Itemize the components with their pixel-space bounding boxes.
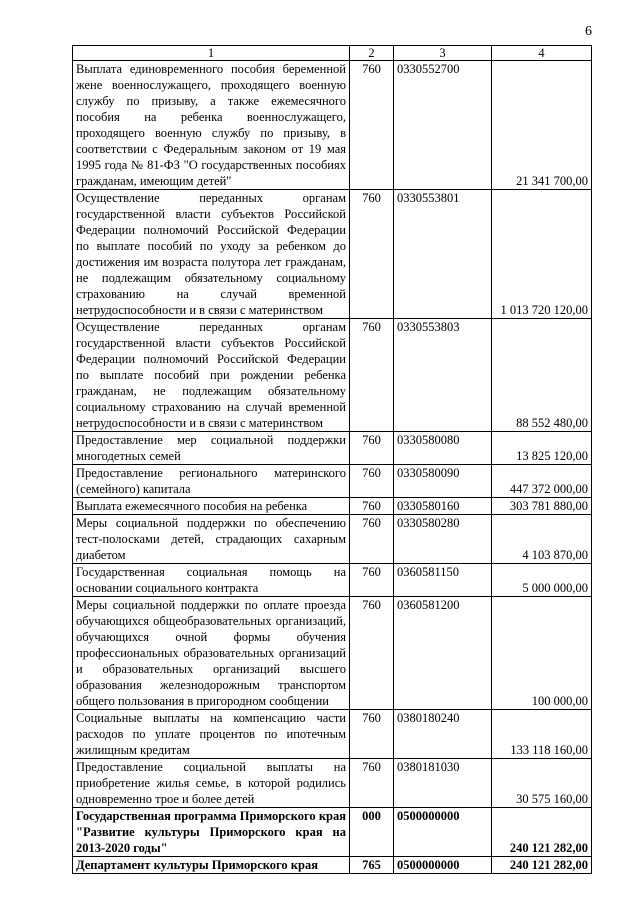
table-row xyxy=(73,515,592,564)
row-amount-cell: 88 552 480,00 xyxy=(492,319,592,432)
row-code-cell: 0380181030 xyxy=(394,759,492,808)
row-amount-cell: 1 013 720 120,00 xyxy=(492,190,592,319)
row-code-cell: 0330553801 xyxy=(394,190,492,319)
row-ved-cell: 760 xyxy=(350,759,394,808)
row-amount-cell: 303 781 880,00 xyxy=(492,498,592,515)
row-ved-cell: 765 xyxy=(350,857,394,874)
row-amount-cell: 100 000,00 xyxy=(492,597,592,710)
row-code-cell: 0500000000 xyxy=(394,808,492,857)
row-name-cell: Меры социальной поддержки по оплате проезда обучающихся общеобразовательных организаций, обучающихся очной формы обучения профессиональных образовательных организаций и образовательных организаций высшего образования железнодорожным транспортом общего пользования в пригородном сообщении xyxy=(73,597,350,710)
row-name-cell: Предоставление социальной выплаты на приобретение жилья семье, в которой родились одновременно трое и более детей xyxy=(73,759,350,808)
column-header: 2 xyxy=(350,46,394,61)
table-row xyxy=(73,759,592,808)
table-row xyxy=(73,597,592,710)
row-name-cell: Социальные выплаты на компенсацию части расходов по уплате процентов по ипотечным жилищным кредитам xyxy=(73,710,350,759)
row-name-cell: Выплата единовременного пособия беременной жене военнослужащего, проходящего военную службу по призыву, а также ежемесячного пособия на ребенка военнослужащего, проходящего военную службу по призыву, в соответствии с Федеральным законом от 19 мая 1995 года № 81-ФЗ "О государственных пособиях гражданам, имеющим детей" xyxy=(73,61,350,190)
row-code-cell: 0330580080 xyxy=(394,432,492,465)
row-ved-cell: 760 xyxy=(350,564,394,597)
row-amount-cell: 21 341 700,00 xyxy=(492,61,592,190)
row-ved-cell: 760 xyxy=(350,465,394,498)
row-code-cell: 0330552700 xyxy=(394,61,492,190)
row-code-cell: 0360581150 xyxy=(394,564,492,597)
row-code-cell: 0500000000 xyxy=(394,857,492,874)
row-amount-cell: 133 118 160,00 xyxy=(492,710,592,759)
row-amount-cell: 447 372 000,00 xyxy=(492,465,592,498)
row-ved-cell: 760 xyxy=(350,432,394,465)
column-header: 4 xyxy=(492,46,592,61)
table-row xyxy=(73,465,592,498)
row-code-cell: 0330580280 xyxy=(394,515,492,564)
row-amount-cell: 30 575 160,00 xyxy=(492,759,592,808)
table-row xyxy=(73,710,592,759)
row-name-cell: Государственная социальная помощь на основании социального контракта xyxy=(73,564,350,597)
row-code-cell: 0380180240 xyxy=(394,710,492,759)
budget-table xyxy=(72,45,592,874)
row-amount-cell: 240 121 282,00 xyxy=(492,857,592,874)
table-row xyxy=(73,808,592,857)
row-name-cell: Осуществление переданных органам государственной власти субъектов Российской Федерации полномочий Российской Федерации по выплате пособий по уходу за ребенком до достижения им возраста полутора лет гражданам, не подлежащим обязательному социальному страхованию на случай временной нетрудоспособности и в связи с материнством xyxy=(73,190,350,319)
table-row xyxy=(73,857,592,874)
row-name-cell: Предоставление регионального материнского (семейного) капитала xyxy=(73,465,350,498)
row-name-cell: Государственная программа Приморского края "Развитие культуры Приморского края на 2013-2020 годы" xyxy=(73,808,350,857)
table-header-row xyxy=(73,46,592,61)
row-code-cell: 0330580090 xyxy=(394,465,492,498)
row-ved-cell: 760 xyxy=(350,319,394,432)
table-row xyxy=(73,319,592,432)
row-name-cell: Выплата ежемесячного пособия на ребенка xyxy=(73,498,350,515)
table-row xyxy=(73,190,592,319)
column-header: 3 xyxy=(394,46,492,61)
table-row xyxy=(73,498,592,515)
row-name-cell: Меры социальной поддержки по обеспечению тест-полосками детей, страдающих сахарным диабетом xyxy=(73,515,350,564)
row-ved-cell: 760 xyxy=(350,710,394,759)
table-row xyxy=(73,432,592,465)
table-row xyxy=(73,564,592,597)
row-code-cell: 0330580160 xyxy=(394,498,492,515)
row-amount-cell: 13 825 120,00 xyxy=(492,432,592,465)
row-ved-cell: 760 xyxy=(350,597,394,710)
row-name-cell: Осуществление переданных органам государственной власти субъектов Российской Федерации полномочий Российской Федерации по выплате пособий при рождении ребенка гражданам, не подлежащим обязательному социальному страхованию на случай временной нетрудоспособности и в связи с материнством xyxy=(73,319,350,432)
row-ved-cell: 760 xyxy=(350,190,394,319)
row-ved-cell: 760 xyxy=(350,515,394,564)
row-amount-cell: 5 000 000,00 xyxy=(492,564,592,597)
row-ved-cell: 000 xyxy=(350,808,394,857)
row-name-cell: Предоставление мер социальной поддержки многодетных семей xyxy=(73,432,350,465)
row-amount-cell: 240 121 282,00 xyxy=(492,808,592,857)
row-code-cell: 0330553803 xyxy=(394,319,492,432)
row-ved-cell: 760 xyxy=(350,61,394,190)
row-code-cell: 0360581200 xyxy=(394,597,492,710)
row-ved-cell: 760 xyxy=(350,498,394,515)
column-header: 1 xyxy=(73,46,350,61)
page-number: 6 xyxy=(585,24,592,39)
table-row xyxy=(73,61,592,190)
row-amount-cell: 4 103 870,00 xyxy=(492,515,592,564)
row-name-cell: Департамент культуры Приморского края xyxy=(73,857,350,874)
